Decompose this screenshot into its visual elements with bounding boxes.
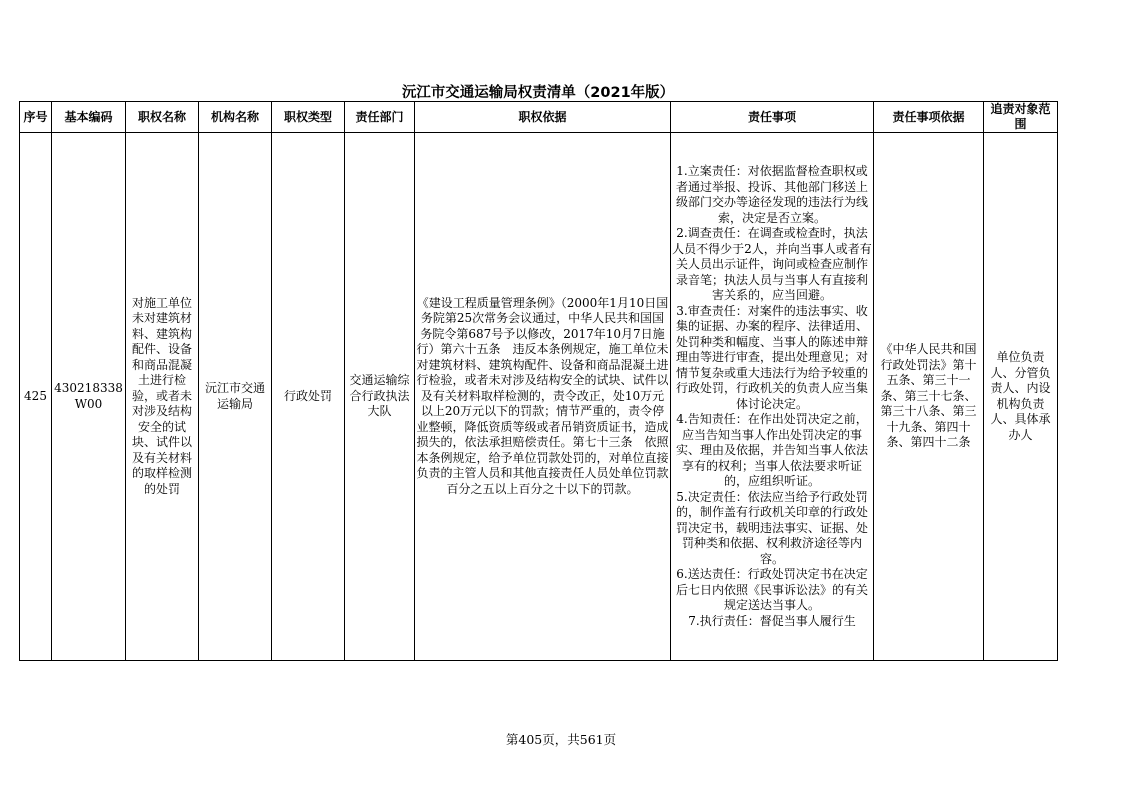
page-number: 第405页，共561页 [505, 732, 617, 747]
header-matters-basis: 责任事项依据 [874, 102, 984, 133]
header-accountability: 追责对象范围 [984, 102, 1058, 133]
duty-list-table [19, 101, 1058, 661]
matter-item-review: 3.审查责任：对案件的违法事实、收集的证据、办案的程序、法律适用、处罚种类和幅度、当事人的陈述申辩理由等进行审查，提出处理意见；对情节复杂或重大违法行为给予较重的行政处罚，行政机关的负责人应当集体讨论决定。 [675, 303, 868, 411]
cell-power-name: 对施工单位未对建筑材料、建筑构配件、设备和商品混凝土进行检验，或者未对涉及结构安全的试块、试件以及有关材料的取样检测的处罚 [126, 133, 199, 661]
cell-matters [671, 133, 874, 661]
header-agency: 机构名称 [199, 102, 272, 133]
header-matters: 责任事项 [671, 102, 874, 133]
cell-basis: 《建设工程质量管理条例》（2000年1月10日国务院第25次常务会议通过，中华人民共和国国务院令第687号予以修改，2017年10月7日施行）第六十五条 违反本条例规定，施工单位未对建筑材料、建筑构配件、设备和商品混凝土进行检验，或者未对涉及结构安全的试块、试件以及有关材料取样检测的，责令改正，处10万元以上20万元以下的罚款；情节严重的，责令停业整顿，降低资质等级或者吊销资质证书，造成损失的，依法承担赔偿责任。第七十三条 依照本条例规定，给予单位罚款处罚的，对单位直接负责的主管人员和其他直接责任人员处单位罚款百分之五以上百分之十以下的罚款。 [415, 133, 671, 661]
header-department: 责任部门 [345, 102, 415, 133]
table-row [20, 133, 1058, 661]
cell-department: 交通运输综合行政执法大队 [345, 133, 415, 661]
cell-matters-basis: 《中华人民共和国行政处罚法》第十五条、第三十一条、第三十七条、第三十八条、第三十九条、第四十条、第四十二条 [874, 133, 984, 661]
cell-seq: 425 [20, 133, 52, 661]
cell-power-type: 行政处罚 [272, 133, 345, 661]
cell-agency: 沅江市交通运输局 [199, 133, 272, 661]
header-basis: 职权依据 [415, 102, 671, 133]
document-title: 沅江市交通运输局权责清单（2021年版） [401, 85, 675, 101]
header-seq: 序号 [20, 102, 52, 133]
cell-code: 430218338W00 [52, 133, 126, 661]
cell-accountability: 单位负责人、分管负责人、内设机构负责人、具体承办人 [984, 133, 1058, 661]
matter-item-decision: 5.决定责任：依法应当给予行政处罚的，制作盖有行政机关印章的行政处罚决定书，载明违法事实、证据、处罚种类和依据、权利救济途径等内容。 [675, 489, 868, 566]
matter-item-delivery: 6.送达责任：行政处罚决定书在决定后七日内依照《民事诉讼法》的有关规定送达当事人。 [675, 567, 868, 612]
header-power-name: 职权名称 [126, 102, 199, 133]
header-power-type: 职权类型 [272, 102, 345, 133]
matter-item-filing: 1.立案责任：对依据监督检查职权或者通过举报、投诉、其他部门移送上级部门交办等途径发现的违法行为线索，决定是否立案。 [675, 164, 868, 225]
matter-item-notification: 4.告知责任：在作出处罚决定之前，应当告知当事人作出处罚决定的事实、理由及依据，并告知当事人依法享有的权利；当事人依法要求听证的，应组织听证。 [675, 412, 868, 488]
matter-item-execution: 7.执行责任：督促当事人履行生 [688, 613, 856, 628]
matter-item-investigation: 2.调查责任：在调查或检查时，执法人员不得少于2人，并向当事人或者有关人员出示证件，询问或检查应制作录音笔；执法人员与当事人有直接利害关系的，应当回避。 [672, 226, 872, 302]
table-header-row [20, 102, 1058, 133]
header-code: 基本编码 [52, 102, 126, 133]
